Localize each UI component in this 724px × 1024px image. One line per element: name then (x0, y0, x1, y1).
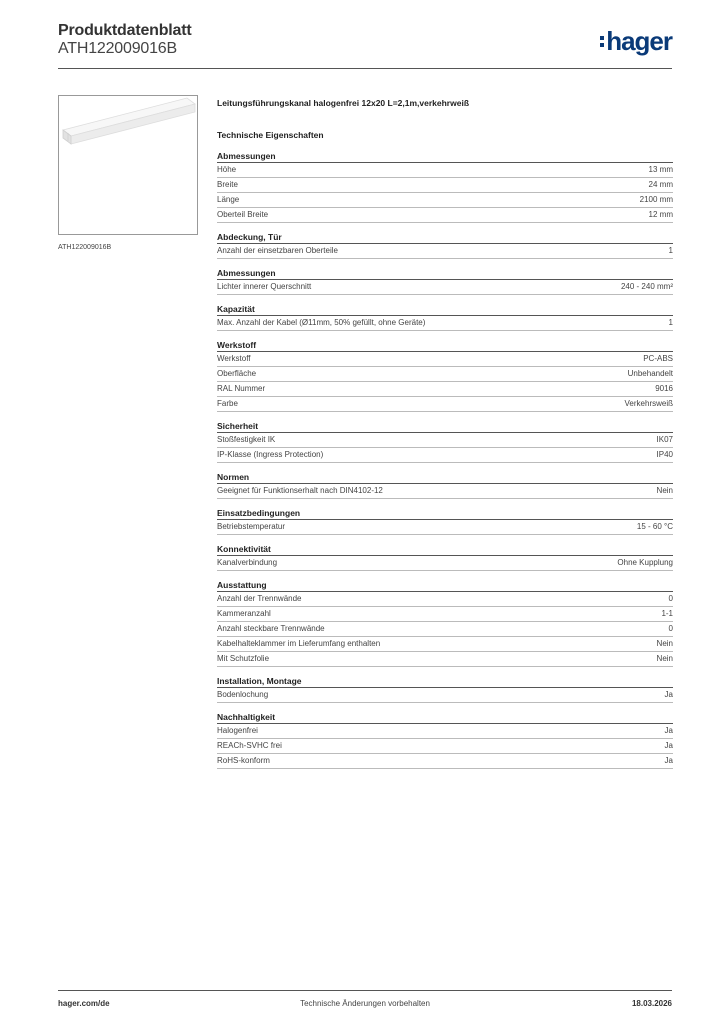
spec-value: Ja (664, 690, 673, 699)
spec-label: Bodenlochung (217, 690, 269, 699)
spec-label: Anzahl der einsetzbaren Oberteile (217, 246, 338, 255)
section-title: Kapazität (217, 303, 673, 316)
footer-website-link[interactable]: hager.com/de (58, 999, 110, 1008)
spec-section (217, 579, 673, 667)
spec-row (217, 688, 673, 703)
section-title: Ausstattung (217, 579, 673, 592)
spec-label: Kammeranzahl (217, 609, 271, 618)
spec-label: Anzahl steckbare Trennwände (217, 624, 325, 633)
product-name: Leitungsführungskanal halogenfrei 12x20 L=2,1m,verkehrweiß (217, 98, 470, 108)
spec-row (217, 382, 673, 397)
spec-label: Oberfläche (217, 369, 257, 378)
spec-label: Halogenfrei (217, 726, 258, 735)
footer-disclaimer: Technische Änderungen vorbehalten (300, 999, 430, 1008)
spec-row (217, 244, 673, 259)
spec-content (217, 96, 673, 769)
spec-value: Nein (656, 654, 673, 663)
spec-label: Kanalverbindung (217, 558, 278, 567)
spec-row (217, 637, 673, 652)
spec-value: 1 (668, 318, 673, 327)
spec-section (217, 267, 673, 295)
cable-duct-illustration (59, 96, 197, 234)
spec-label: Stoßfestigkeit IK (217, 435, 276, 444)
section-title: Abmessungen (217, 267, 673, 280)
spec-label: Werkstoff (217, 354, 251, 363)
spec-row (217, 622, 673, 637)
section-title: Installation, Montage (217, 675, 673, 688)
section-title: Einsatzbedingungen (217, 507, 673, 520)
spec-row (217, 316, 673, 331)
section-title: Nachhaltigkeit (217, 711, 673, 724)
spec-label: Kabelhalteklammer im Lieferumfang enthalten (217, 639, 381, 648)
spec-section (217, 420, 673, 463)
spec-label: REACh-SVHC frei (217, 741, 282, 750)
spec-value: 15 - 60 °C (636, 522, 673, 531)
spec-label: Lichter innerer Querschnitt (217, 282, 312, 291)
section-title: Abmessungen (217, 150, 673, 163)
spec-label: Farbe (217, 399, 238, 408)
spec-row (217, 484, 673, 499)
spec-section (217, 471, 673, 499)
spec-value: Nein (656, 486, 673, 495)
logo-dots-icon (600, 36, 604, 47)
spec-value: 24 mm (648, 180, 673, 189)
spec-row (217, 652, 673, 667)
logo-text: hager (606, 26, 672, 56)
spec-row (217, 448, 673, 463)
section-title: Werkstoff (217, 339, 673, 352)
image-caption: ATH122009016B (58, 244, 112, 251)
article-number: ATH122009016B (58, 40, 177, 57)
spec-value: IK07 (656, 435, 673, 444)
section-title: Sicherheit (217, 420, 673, 433)
spec-value: 2100 mm (639, 195, 673, 204)
spec-label: Breite (217, 180, 238, 189)
spec-sections (217, 150, 673, 769)
document-title: Produktdatenblatt (58, 22, 192, 39)
spec-section (217, 507, 673, 535)
spec-row (217, 397, 673, 412)
spec-row (217, 280, 673, 295)
spec-value: Nein (656, 639, 673, 648)
spec-row (217, 592, 673, 607)
spec-row (217, 754, 673, 769)
spec-section (217, 339, 673, 412)
spec-row (217, 178, 673, 193)
spec-value: Ja (664, 741, 673, 750)
spec-value: Verkehrsweiß (624, 399, 673, 408)
spec-value: 0 (668, 624, 673, 633)
product-image (58, 95, 198, 235)
spec-value: 9016 (655, 384, 673, 393)
page-header (58, 22, 672, 69)
spec-value: 240 - 240 mm² (620, 282, 673, 291)
spec-row (217, 607, 673, 622)
spec-label: Anzahl der Trennwände (217, 594, 302, 603)
section-title: Abdeckung, Tür (217, 231, 673, 244)
spec-label: Höhe (217, 165, 237, 174)
spec-value: PC-ABS (643, 354, 673, 363)
spec-row (217, 556, 673, 571)
spec-label: RAL Nummer (217, 384, 266, 393)
spec-row (217, 433, 673, 448)
spec-section (217, 303, 673, 331)
spec-label: Betriebstemperatur (217, 522, 286, 531)
spec-value: IP40 (656, 450, 673, 459)
spec-section (217, 231, 673, 259)
spec-value: Unbehandelt (627, 369, 673, 378)
spec-section (217, 150, 673, 223)
spec-label: Geeignet für Funktionserhalt nach DIN4102-12 (217, 486, 383, 495)
spec-label: Länge (217, 195, 240, 204)
spec-value: 13 mm (648, 165, 673, 174)
spec-row (217, 739, 673, 754)
spec-row (217, 163, 673, 178)
spec-label: RoHS-konform (217, 756, 270, 765)
section-title: Konnektivität (217, 543, 673, 556)
page-footer (58, 990, 672, 1013)
spec-value: 12 mm (648, 210, 673, 219)
spec-value: 0 (668, 594, 673, 603)
spec-label: IP-Klasse (Ingress Protection) (217, 450, 324, 459)
spec-row (217, 193, 673, 208)
spec-section (217, 675, 673, 703)
spec-label: Mit Schutzfolie (217, 654, 270, 663)
spec-row (217, 208, 673, 223)
spec-row (217, 352, 673, 367)
hager-logo (600, 28, 672, 54)
spec-row (217, 724, 673, 739)
spec-section (217, 543, 673, 571)
spec-section (217, 711, 673, 769)
spec-value: 1-1 (661, 609, 673, 618)
spec-row (217, 367, 673, 382)
footer-date: 18.03.2026 (631, 999, 672, 1008)
spec-label: Max. Anzahl der Kabel (Ø11mm, 50% gefüllt, ohne Geräte) (217, 318, 426, 327)
tech-heading: Technische Eigenschaften (217, 130, 324, 140)
spec-label: Oberteil Breite (217, 210, 269, 219)
spec-value: Ja (664, 726, 673, 735)
spec-row (217, 520, 673, 535)
section-title: Normen (217, 471, 673, 484)
spec-value: Ohne Kupplung (617, 558, 673, 567)
spec-value: 1 (668, 246, 673, 255)
spec-value: Ja (664, 756, 673, 765)
